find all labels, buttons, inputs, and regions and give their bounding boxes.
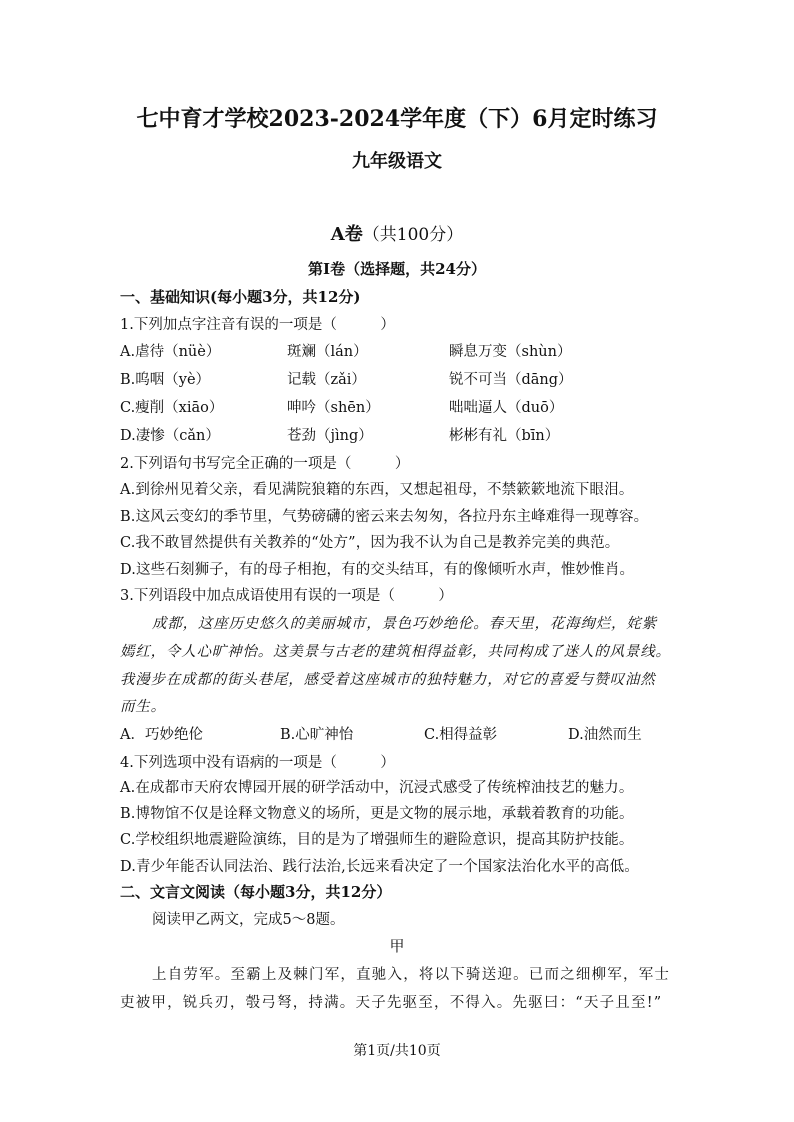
q2-option-c: C.我不敢冒然提供有关教养的“处方”，因为我不认为自己是教养完美的典范。 — [120, 535, 620, 551]
section1-heading: 一、基础知识(每小题3分，共12分) — [120, 288, 361, 306]
q1-stem: 1.下列加点字注音有误的一项是（ ） — [120, 317, 395, 333]
q3-option-c: C.相得益彰 — [424, 727, 498, 743]
q2-option-d: D.这些石刻狮子，有的母子相抱，有的交头结耳，有的像倾听水声，惟妙惟肖。 — [120, 562, 635, 578]
q3-passage-line-4: 而生。 — [120, 699, 166, 715]
q1-option-b1: B.呜咽（yè） — [120, 372, 211, 388]
volume-name: A卷 — [330, 224, 363, 245]
text-label-jia: 甲 — [389, 937, 405, 955]
q1-option-d3: 彬彬有礼（bīn） — [449, 428, 560, 444]
section2-heading: 二、文言文阅读（每小题3分，共12分） — [120, 883, 392, 901]
q1-option-d1: D.凄惨（cǎn） — [120, 428, 220, 444]
q3-passage-line-3: 我漫步在成都的街头巷尾，感受着这座城市的独特魅力，对它的喜爱与赞叹油然 — [120, 672, 656, 688]
q1-option-d2: 苍劲（jìng） — [287, 428, 373, 444]
q3-passage-line-1: 成都，这座历史悠久的美丽城市，景色巧妙绝伦。春天里，花海绚烂，姹紫 — [152, 616, 657, 632]
q1-option-a1: A.虐待（nüè） — [120, 344, 221, 360]
q4-stem: 4.下列选项中没有语病的一项是（ ） — [120, 755, 395, 771]
classical-line-2: 吏被甲，锐兵刃，彀弓弩，持满。天子先驱至，不得入。先驱曰：“天子且至!” — [120, 995, 663, 1011]
q1-option-a3: 瞬息万变（shùn） — [449, 344, 572, 360]
q1-option-a2: 斑斓（lán） — [287, 344, 368, 360]
q4-option-a: A.在成都市天府农博园开展的研学活动中，沉浸式感受了传统榨油技艺的魅力。 — [120, 780, 634, 796]
q2-option-b: B.这风云变幻的季节里，气势磅礴的密云来去匆匆，各拉丹东主峰难得一现尊容。 — [120, 509, 649, 525]
part1-heading: 第Ⅰ卷（选择题，共24分） — [308, 260, 486, 278]
q3-option-a: A．巧妙绝伦 — [120, 727, 203, 743]
q3-passage-line-2: 嫣红，令人心旷神怡。这美景与古老的建筑相得益彰，共同构成了迷人的风景线。 — [120, 644, 671, 660]
q4-option-d: D.青少年能否认同法治、践行法治,长远来看决定了一个国家法治化水平的高低。 — [120, 859, 639, 875]
q1-option-c2: 呻吟（shēn） — [287, 400, 380, 416]
volume-score: （共100分） — [362, 225, 464, 245]
exam-subtitle: 九年级语文 — [352, 151, 442, 172]
q1-option-b2: 记载（zǎi） — [287, 372, 366, 388]
q2-option-a: A.到徐州见着父亲，看见满院狼籍的东西，又想起祖母，不禁簌簌地流下眼泪。 — [120, 482, 634, 498]
q1-option-b3: 锐不可当（dāng） — [449, 372, 573, 388]
section2-instruction: 阅读甲乙两文，完成5～8题。 — [152, 912, 345, 928]
q3-option-d: D.油然而生 — [568, 727, 642, 743]
q3-option-b: B.心旷神怡 — [280, 727, 354, 743]
page-number: 第1页/共10页 — [353, 1043, 441, 1059]
q4-option-b: B.博物馆不仅是诠释文物意义的场所，更是文物的展示地，承载着教育的功能。 — [120, 806, 634, 822]
q3-stem: 3.下列语段中加点成语使用有误的一项是（ ） — [120, 588, 453, 604]
q1-option-c1: C.瘦削（xiāo） — [120, 400, 224, 416]
exam-title: 七中育才学校2023-2024学年度（下）6月定时练习 — [136, 106, 658, 132]
q2-stem: 2.下列语句书写完全正确的一项是（ ） — [120, 456, 410, 472]
q4-option-c: C.学校组织地震避险演练，目的是为了增强师生的避险意识，提高其防护技能。 — [120, 832, 634, 848]
volume-heading — [0, 220, 794, 246]
q1-option-c3: 咄咄逼人（duō） — [449, 400, 564, 416]
classical-line-1: 上自劳军。至霸上及棘门军，直驰入，将以下骑送迎。已而之细柳军，军士 — [152, 967, 671, 983]
